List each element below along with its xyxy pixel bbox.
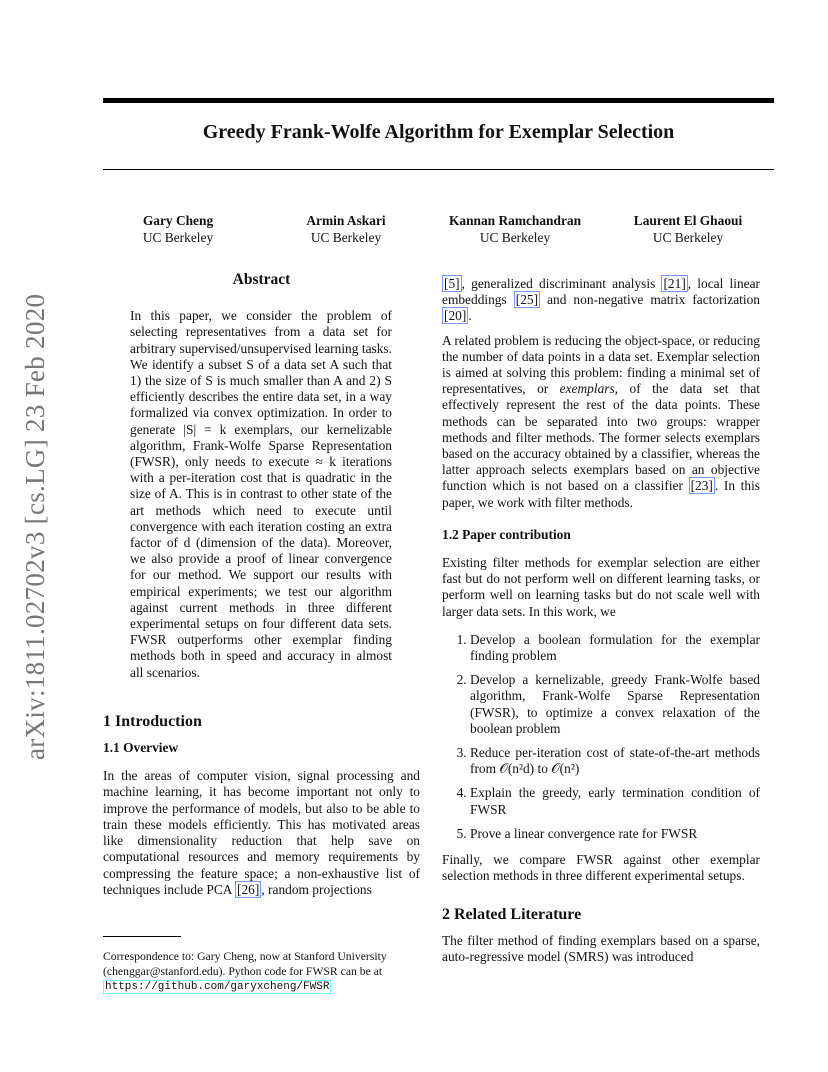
paragraph <box>442 276 760 325</box>
abstract-heading: Abstract <box>232 271 291 288</box>
footnote-text: Correspondence to: Gary Cheng, now at Stanford University (chenggar@stanford.edu). Python code for FWSR can be at <box>103 950 387 978</box>
paragraph: Existing filter methods for exemplar selection are either fast but do not perform well on different learning tasks, or perform well on learning tasks but do not scale well with larger data sets. In this work, we <box>442 555 760 619</box>
top-rule <box>103 98 774 103</box>
paragraph: Finally, we compare FWSR against other exemplar selection methods in three different experimental setups. <box>442 852 760 884</box>
author-name: Laurent El Ghaoui <box>633 213 743 228</box>
paragraph: The filter method of finding exemplars based on a sparse, auto-regressive model (SMRS) was introduced <box>442 932 760 964</box>
text-span: , generalized discriminant analysis <box>461 276 662 291</box>
subsection-heading-overview: 1.1 Overview <box>103 740 179 756</box>
list-item: 4. Explain the greedy, early termination condition of FWSR <box>470 785 760 817</box>
list-item: 1. Develop a boolean formulation for the exemplar finding problem <box>470 632 760 664</box>
citation-link[interactable]: [20] <box>444 308 467 324</box>
emphasis-text: exemplars <box>559 381 615 397</box>
author-affiliation: UC Berkeley <box>652 230 724 245</box>
author-name: Armin Askari <box>306 213 386 228</box>
author-block <box>435 212 595 246</box>
intro-text: In the areas of computer vision, signal processing and machine learning, it has become important not only to improve the performance of models, but also to be able to train these models efficiently. This has motivated areas like dimensionality reduction that help save on computational resources and memory requirements by compressing the feature space; a non-exhaustive list of techniques include PCA <box>103 768 420 897</box>
author-block <box>271 212 421 246</box>
footnote <box>103 950 421 995</box>
intro-text-tail: , random projections <box>261 881 372 897</box>
code-repo-link[interactable]: https://github.com/garyxcheng/FWSR <box>105 981 330 993</box>
title-bottom-rule <box>103 169 774 170</box>
text-span: and non-negative matrix factorization <box>540 292 760 308</box>
author-block <box>608 212 768 246</box>
list-item: 3. Reduce per-iteration cost of state-of-the-art methods from 𝒪(n²d) to 𝒪(n²) <box>470 745 760 777</box>
author-affiliation: UC Berkeley <box>310 230 382 245</box>
author-name: Gary Cheng <box>142 213 214 228</box>
arxiv-stamp: arXiv:1811.02702v3 [cs.LG] 23 Feb 2020 <box>20 293 50 760</box>
text-span: , local linear embeddings <box>442 276 760 308</box>
list-item: 5. Prove a linear convergence rate for FWSR <box>470 826 760 842</box>
paper-title: Greedy Frank-Wolfe Algorithm for Exemplar Selection <box>202 121 675 143</box>
paragraph <box>442 333 760 511</box>
author-affiliation: UC Berkeley <box>142 230 214 245</box>
citation-link[interactable]: [5] <box>444 276 460 291</box>
text-span: . In this paper, we work with filter methods. <box>442 478 760 510</box>
abstract-body: In this paper, we consider the problem of selecting representatives from a data set for arbitrary supervised/unsupervised learning tasks. We identify a subset S of a data set A such that 1) the size of S is much smaller than A and 2) S efficiently describes the entire data set, in a way formalized via convex optimization. In order to generate |S| = k exemplars, our kernelizable algorithm, Frank-Wolfe Sparse Representation (FWSR), only needs to execute ≈ k iterations with a per-iteration cost that is quadratic in the size of A. This is in contrast to other state of the art methods which need to execute until convergence with each iteration costing an extra factor of d (dimension of the data). Moreover, we also provide a proof of linear convergence for our method. We support our results with empirical experiments; we test our algorithm against current methods in three different experimental setups on four different data sets. FWSR outperforms other exemplar finding methods both in speed and accuracy in almost all scenarios. <box>130 308 392 680</box>
left-column <box>103 272 420 906</box>
intro-paragraph <box>103 768 420 898</box>
section-heading-related-literature: 2 Related Literature <box>442 905 582 923</box>
subsection-heading-paper-contribution: 1.2 Paper contribution <box>442 526 571 542</box>
text-span: . <box>468 308 472 324</box>
footnote-rule <box>103 936 181 937</box>
text-span: , of the data set that effectively represent the rest of the data points. These methods can be separated into two groups: wrapper methods and filter methods. The former selects exemplars based on the accuracy obtained by a classifier, whereas the latter approach selects exemplars based on an objective function which is not based on a classifier <box>442 381 760 494</box>
list-item: 2. Develop a kernelizable, greedy Frank-Wolfe based algorithm, Frank-Wolfe Sparse Representation (FWSR), to optimize a convex relaxation of the boolean problem <box>470 672 760 737</box>
contribution-list <box>442 632 760 842</box>
citation-link[interactable]: [25] <box>515 292 539 308</box>
author-affiliation: UC Berkeley <box>479 230 551 245</box>
author-name: Kannan Ramchandran <box>448 213 582 228</box>
citation-link[interactable]: [26] <box>237 881 260 897</box>
right-column <box>442 276 760 973</box>
text-span: A related problem is reducing the object-space, or reducing the number of data points in a data set. Exemplar selection is aimed at solving this problem: finding a minimal set of representatives, or <box>442 332 760 397</box>
section-heading-introduction: 1 Introduction <box>103 712 202 730</box>
citation-link[interactable]: [23] <box>690 478 713 494</box>
author-block <box>103 212 253 246</box>
citation-link[interactable]: [21] <box>663 276 686 291</box>
